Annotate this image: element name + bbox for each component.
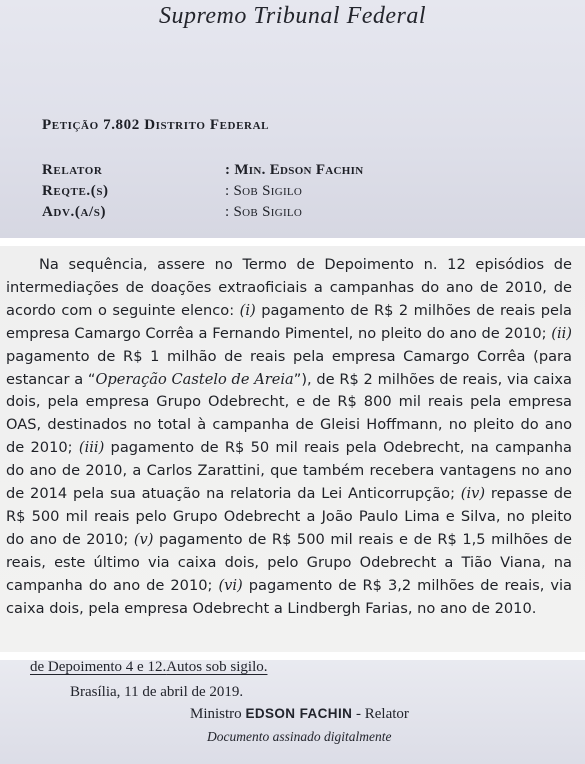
party-role: Adv.(a/s)	[42, 204, 107, 220]
item-text: ”), de R$ 2 milhões de reais, via caixa dois, pela empresa Grupo Odebrecht, e de R$ 800 mil reais pela empresa OAS, destinados no total à campanha de Gleisi Hoffmann, no pleito do ano de 2010;	[6, 370, 572, 457]
party-role: Relator	[42, 162, 103, 178]
item-text: pagamento de R$ 3,2 milhões de reais, via caixa dois, pela empresa Odebrecht a Lindbergh Farias, no ano de 2010.	[6, 576, 573, 617]
document-excerpt	[0, 246, 585, 652]
item-text: pagamento de R$ 1 milhão de reais pela empresa Camargo Corrêa (para estancar a “	[6, 347, 572, 388]
signer-role: - Relator	[352, 706, 409, 722]
digital-signature-note: Documento assinado digitalmente	[207, 729, 392, 744]
item-text: pagamento de R$ 2 milhões de reais pela empresa Camargo Corrêa a Fernando Pimentel, no pleito do ano de 2010;	[6, 301, 572, 342]
party-role: Reqte.(s)	[42, 183, 109, 199]
court-title: Supremo Tribunal Federal	[158, 3, 427, 29]
record-reference	[30, 660, 267, 676]
body-paragraph	[6, 254, 572, 621]
paragraph-intro: Na sequência, assere no Termo de Depoimento n. 12 episódios de intermediações de doações extraoficiais a campanhas do ano de 2010, de acordo com o seguinte elenco:	[6, 256, 572, 319]
reference-tail: Autos sob sigilo.	[166, 660, 268, 675]
petition-number: Petição 7.802 Distrito Federal	[42, 117, 270, 133]
item-marker: (ii)	[551, 324, 572, 342]
item-marker: (v)	[133, 530, 154, 548]
reference-text: de Depoimento 4 e 12.	[30, 660, 167, 675]
item-text: pagamento de R$ 500 mil reais e de R$ 1,5 milhões de reais, este último via caixa dois, pelo Grupo Odebrecht a Tião Viana, na campanha do ano de 2010;	[6, 530, 573, 594]
operation-name: Operação Castelo de Areia	[95, 370, 294, 388]
item-marker: (vi)	[218, 576, 243, 594]
item-text: repasse de R$ 500 mil reais pelo Grupo Odebrecht a João Paulo Lima e Silva, no pleito do ano de 2010;	[6, 485, 572, 548]
item-marker: (i)	[239, 301, 256, 319]
signature-line	[190, 706, 409, 723]
party-value: : Sob Sigilo	[225, 183, 303, 199]
signer-title: Ministro	[190, 706, 246, 722]
party-value: : Min. Edson Fachin	[225, 162, 364, 178]
item-text: pagamento de R$ 50 mil reais pela Odebrecht, na campanha do ano de 2010, a Carlos Zarattini, que também recebera vantagens no ano de 2014 pela sua atuação na relatoria da Lei Anticorrupção;	[6, 439, 572, 503]
item-marker: (iii)	[78, 439, 105, 457]
party-value: : Sob Sigilo	[225, 204, 303, 220]
document-header	[0, 0, 585, 238]
item-marker: (iv)	[460, 485, 486, 503]
signer-name: EDSON FACHIN	[245, 706, 353, 721]
document-footer	[0, 660, 585, 764]
place-date: Brasília, 11 de abril de 2019.	[70, 684, 244, 700]
